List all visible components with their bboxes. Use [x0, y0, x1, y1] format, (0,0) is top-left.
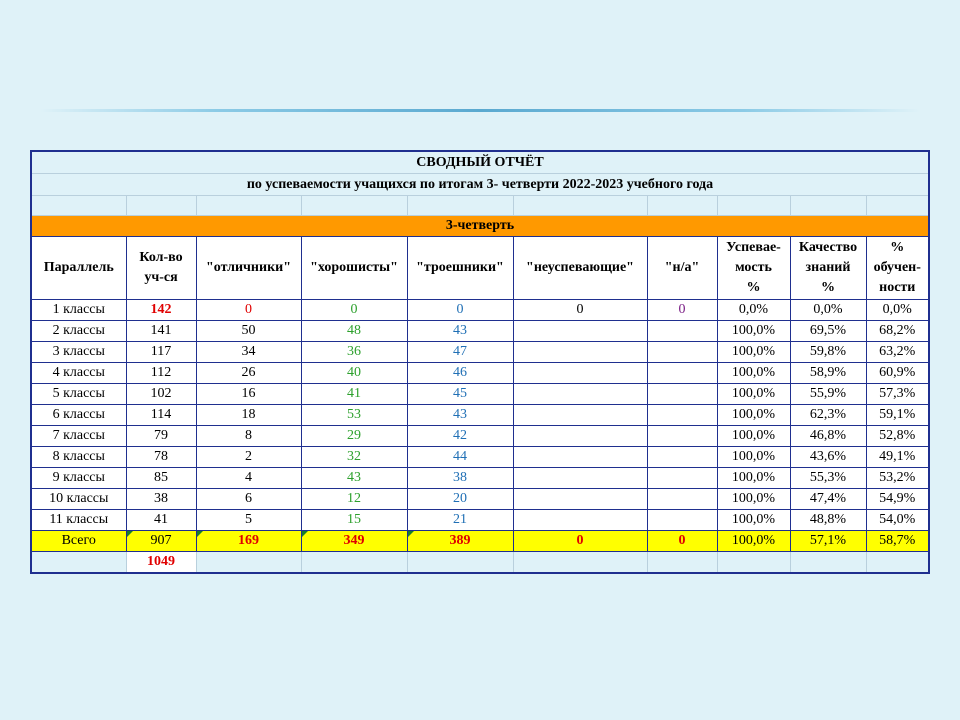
table-row — [31, 510, 929, 531]
total-success: 100,0% — [717, 531, 790, 552]
empty-cell — [301, 196, 407, 216]
cell-na — [647, 426, 717, 447]
header-na: "н/а" — [647, 237, 717, 300]
cell-parallel: 6 классы — [31, 405, 126, 426]
cell-success: 100,0% — [717, 447, 790, 468]
cell-failing: 0 — [513, 300, 647, 321]
header-learning: % обучен- ности — [866, 237, 929, 300]
total-good: 349 — [301, 531, 407, 552]
cell-excellent: 8 — [196, 426, 301, 447]
cell-learning: 53,2% — [866, 468, 929, 489]
cell-success: 100,0% — [717, 426, 790, 447]
cell-excellent: 34 — [196, 342, 301, 363]
cell-count: 85 — [126, 468, 196, 489]
cell-count: 114 — [126, 405, 196, 426]
cell-satisfactory: 43 — [407, 405, 513, 426]
cell-na — [647, 405, 717, 426]
quarter-label: 3-четверть — [31, 216, 929, 237]
total-count: 907 — [126, 531, 196, 552]
cell-quality: 46,8% — [790, 426, 866, 447]
cell-na: 0 — [647, 300, 717, 321]
cell-quality: 43,6% — [790, 447, 866, 468]
cell-quality: 58,9% — [790, 363, 866, 384]
header-success: Успевае- мость % — [717, 237, 790, 300]
table-row — [31, 468, 929, 489]
total-row — [31, 531, 929, 552]
report-table — [30, 150, 930, 574]
cell-na — [647, 363, 717, 384]
cell-na — [647, 384, 717, 405]
header-parallel: Параллель — [31, 237, 126, 300]
cell-failing — [513, 489, 647, 510]
empty-cell — [407, 196, 513, 216]
cell-na — [647, 489, 717, 510]
header-failing: "неуспевающие" — [513, 237, 647, 300]
cell-success: 100,0% — [717, 363, 790, 384]
total-learning: 58,7% — [866, 531, 929, 552]
cell-quality: 47,4% — [790, 489, 866, 510]
cell-parallel: 4 классы — [31, 363, 126, 384]
empty-cell — [790, 196, 866, 216]
empty-cell — [513, 196, 647, 216]
cell-failing — [513, 363, 647, 384]
empty-cell — [717, 552, 790, 574]
empty-cell — [196, 196, 301, 216]
cell-satisfactory: 38 — [407, 468, 513, 489]
cell-success: 100,0% — [717, 405, 790, 426]
cell-excellent: 2 — [196, 447, 301, 468]
cell-excellent: 4 — [196, 468, 301, 489]
table-row — [31, 363, 929, 384]
table-row — [31, 447, 929, 468]
cell-failing — [513, 405, 647, 426]
cell-learning: 0,0% — [866, 300, 929, 321]
total-satisfactory: 389 — [407, 531, 513, 552]
cell-learning: 52,8% — [866, 426, 929, 447]
cell-na — [647, 447, 717, 468]
cell-na — [647, 342, 717, 363]
cell-failing — [513, 447, 647, 468]
header-count: Кол-во уч-ся — [126, 237, 196, 300]
empty-cell — [866, 552, 929, 574]
table-row — [31, 300, 929, 321]
header-good: "хорошисты" — [301, 237, 407, 300]
cell-satisfactory: 21 — [407, 510, 513, 531]
cell-quality: 48,8% — [790, 510, 866, 531]
cell-quality: 55,3% — [790, 468, 866, 489]
decorative-line — [40, 109, 920, 112]
table-row — [31, 342, 929, 363]
cell-success: 100,0% — [717, 489, 790, 510]
cell-good: 41 — [301, 384, 407, 405]
cell-learning: 63,2% — [866, 342, 929, 363]
quarter-row — [31, 216, 929, 237]
empty-cell — [647, 552, 717, 574]
cell-failing — [513, 510, 647, 531]
total-excellent: 169 — [196, 531, 301, 552]
cell-good: 15 — [301, 510, 407, 531]
grand-total-row — [31, 552, 929, 574]
total-label: Всего — [31, 531, 126, 552]
cell-good: 36 — [301, 342, 407, 363]
cell-count: 117 — [126, 342, 196, 363]
cell-na — [647, 510, 717, 531]
cell-parallel: 1 классы — [31, 300, 126, 321]
cell-satisfactory: 0 — [407, 300, 513, 321]
empty-row — [31, 196, 929, 216]
cell-satisfactory: 20 — [407, 489, 513, 510]
cell-parallel: 7 классы — [31, 426, 126, 447]
cell-failing — [513, 384, 647, 405]
cell-good: 43 — [301, 468, 407, 489]
cell-good: 29 — [301, 426, 407, 447]
cell-excellent: 18 — [196, 405, 301, 426]
empty-cell — [647, 196, 717, 216]
empty-cell — [196, 552, 301, 574]
table-row — [31, 321, 929, 342]
cell-failing — [513, 342, 647, 363]
table-row — [31, 405, 929, 426]
cell-parallel: 10 классы — [31, 489, 126, 510]
total-quality: 57,1% — [790, 531, 866, 552]
cell-count: 142 — [126, 300, 196, 321]
cell-excellent: 16 — [196, 384, 301, 405]
cell-count: 102 — [126, 384, 196, 405]
cell-quality: 69,5% — [790, 321, 866, 342]
cell-learning: 54,9% — [866, 489, 929, 510]
empty-cell — [866, 196, 929, 216]
cell-count: 78 — [126, 447, 196, 468]
cell-good: 40 — [301, 363, 407, 384]
header-row — [31, 237, 929, 300]
cell-failing — [513, 426, 647, 447]
empty-cell — [301, 552, 407, 574]
empty-cell — [407, 552, 513, 574]
cell-satisfactory: 45 — [407, 384, 513, 405]
cell-learning: 54,0% — [866, 510, 929, 531]
cell-satisfactory: 46 — [407, 363, 513, 384]
cell-learning: 49,1% — [866, 447, 929, 468]
cell-quality: 55,9% — [790, 384, 866, 405]
empty-cell — [31, 552, 126, 574]
cell-failing — [513, 468, 647, 489]
cell-success: 100,0% — [717, 468, 790, 489]
table-row — [31, 489, 929, 510]
empty-cell — [31, 196, 126, 216]
total-na: 0 — [647, 531, 717, 552]
subtitle-row — [31, 174, 929, 196]
cell-success: 100,0% — [717, 321, 790, 342]
cell-na — [647, 468, 717, 489]
cell-parallel: 2 классы — [31, 321, 126, 342]
cell-learning: 59,1% — [866, 405, 929, 426]
cell-count: 38 — [126, 489, 196, 510]
cell-parallel: 11 классы — [31, 510, 126, 531]
report-subtitle: по успеваемости учащихся по итогам 3- четверти 2022-2023 учебного года — [31, 174, 929, 196]
header-quality: Качество знаний % — [790, 237, 866, 300]
cell-learning: 57,3% — [866, 384, 929, 405]
empty-cell — [513, 552, 647, 574]
cell-parallel: 9 классы — [31, 468, 126, 489]
cell-success: 100,0% — [717, 384, 790, 405]
cell-quality: 0,0% — [790, 300, 866, 321]
cell-failing — [513, 321, 647, 342]
cell-success: 100,0% — [717, 342, 790, 363]
cell-parallel: 8 классы — [31, 447, 126, 468]
cell-na — [647, 321, 717, 342]
cell-quality: 62,3% — [790, 405, 866, 426]
cell-satisfactory: 44 — [407, 447, 513, 468]
header-excellent: "отличники" — [196, 237, 301, 300]
empty-cell — [717, 196, 790, 216]
cell-success: 0,0% — [717, 300, 790, 321]
cell-satisfactory: 47 — [407, 342, 513, 363]
cell-good: 12 — [301, 489, 407, 510]
title-row — [31, 151, 929, 174]
cell-count: 141 — [126, 321, 196, 342]
cell-satisfactory: 43 — [407, 321, 513, 342]
cell-learning: 68,2% — [866, 321, 929, 342]
cell-good: 32 — [301, 447, 407, 468]
cell-quality: 59,8% — [790, 342, 866, 363]
cell-excellent: 26 — [196, 363, 301, 384]
cell-satisfactory: 42 — [407, 426, 513, 447]
grand-total: 1049 — [126, 552, 196, 574]
cell-parallel: 3 классы — [31, 342, 126, 363]
cell-count: 41 — [126, 510, 196, 531]
table-row — [31, 384, 929, 405]
cell-excellent: 50 — [196, 321, 301, 342]
header-satisfactory: "троешники" — [407, 237, 513, 300]
cell-success: 100,0% — [717, 510, 790, 531]
cell-count: 112 — [126, 363, 196, 384]
cell-excellent: 0 — [196, 300, 301, 321]
empty-cell — [126, 196, 196, 216]
cell-good: 48 — [301, 321, 407, 342]
cell-count: 79 — [126, 426, 196, 447]
report-title: СВОДНЫЙ ОТЧЁТ — [31, 151, 929, 174]
cell-parallel: 5 классы — [31, 384, 126, 405]
cell-good: 0 — [301, 300, 407, 321]
cell-learning: 60,9% — [866, 363, 929, 384]
empty-cell — [790, 552, 866, 574]
total-failing: 0 — [513, 531, 647, 552]
table-row — [31, 426, 929, 447]
cell-excellent: 6 — [196, 489, 301, 510]
cell-excellent: 5 — [196, 510, 301, 531]
cell-good: 53 — [301, 405, 407, 426]
